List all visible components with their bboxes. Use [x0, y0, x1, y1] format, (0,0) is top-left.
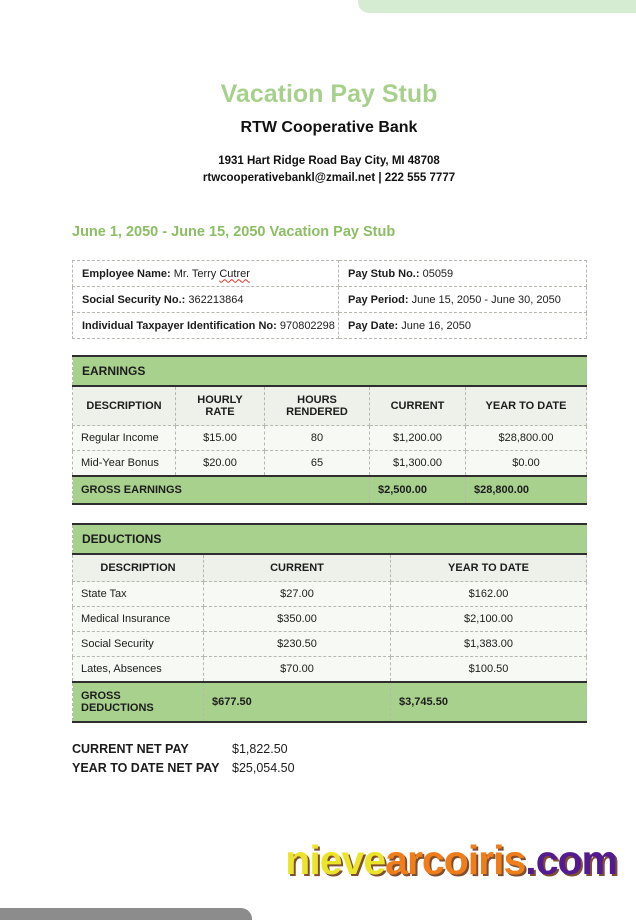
column-header: HOURS RENDERED [265, 386, 370, 426]
deductions-cell: State Tax [73, 582, 204, 607]
watermark-segment: arcoiris [385, 837, 526, 883]
employee-info-table [72, 260, 587, 339]
pay-date-label: Pay Date: [348, 319, 399, 332]
deductions-cell: $162.00 [391, 582, 587, 607]
employee-name-label: Employee Name: [82, 267, 171, 280]
paystub-no-value: 05059 [422, 267, 454, 280]
watermark-segment: .com [525, 837, 617, 883]
gross-deductions-row [73, 682, 587, 722]
period-heading: June 1, 2050 - June 15, 2050 Vacation Pay Stub [72, 224, 396, 240]
deductions-section-band [73, 524, 587, 554]
pay-period-cell [339, 287, 587, 313]
net-pay-summary [72, 740, 586, 778]
paystub-no-cell [339, 261, 587, 287]
deductions-cell: $350.00 [204, 607, 391, 632]
info-row [73, 261, 587, 287]
pay-period-value: June 15, 2050 - June 30, 2050 [411, 293, 561, 306]
ytd-net-pay-value: $25,054.50 [232, 761, 295, 775]
company-address-block [72, 153, 586, 187]
ssn-label: Social Security No.: [82, 293, 186, 306]
gross-earnings-row [73, 476, 587, 504]
deductions-cell: Lates, Absences [73, 657, 204, 683]
column-header: CURRENT [204, 554, 391, 582]
earnings-table [72, 355, 587, 505]
deductions-column-header-row [73, 554, 587, 582]
ytd-net-pay-label: YEAR TO DATE NET PAY [72, 761, 220, 775]
earnings-cell: 65 [265, 451, 370, 477]
ssn-cell [73, 287, 339, 313]
gross-deductions-ytd: $3,745.50 [391, 682, 587, 722]
info-row [73, 287, 587, 313]
pay-date-cell [339, 313, 587, 339]
address-line: 1931 Hart Ridge Road Bay City, MI 48708 [218, 155, 440, 167]
deductions-row [73, 632, 587, 657]
earnings-cell: $1,200.00 [370, 426, 466, 451]
employee-name-cell [73, 261, 339, 287]
deductions-row [73, 582, 587, 607]
deductions-cell: Social Security [73, 632, 204, 657]
watermark-text [0, 837, 617, 884]
earnings-cell: Regular Income [73, 426, 176, 451]
pay-date-value: June 16, 2050 [401, 319, 471, 332]
ytd-net-pay-row [72, 759, 586, 778]
earnings-cell: $1,300.00 [370, 451, 466, 477]
current-net-pay-label: CURRENT NET PAY [72, 742, 189, 756]
earnings-section-title: EARNINGS [73, 356, 587, 386]
earnings-cell: Mid-Year Bonus [73, 451, 176, 477]
deductions-row [73, 657, 587, 683]
bottom-corner-banner [0, 908, 252, 920]
column-header: CURRENT [370, 386, 466, 426]
gross-deductions-label: GROSS DEDUCTIONS [73, 682, 204, 722]
earnings-cell: $20.00 [176, 451, 265, 477]
watermark-segment: nieve [285, 837, 386, 883]
document-content [72, 0, 586, 778]
column-header: DESCRIPTION [73, 554, 204, 582]
deductions-cell: $2,100.00 [391, 607, 587, 632]
itin-label: Individual Taxpayer Identification No: [82, 319, 277, 332]
earnings-cell: $0.00 [466, 451, 587, 477]
gross-earnings-ytd: $28,800.00 [466, 476, 587, 504]
current-net-pay-row [72, 740, 586, 759]
deductions-cell: $27.00 [204, 582, 391, 607]
column-header: DESCRIPTION [73, 386, 176, 426]
deductions-cell: $70.00 [204, 657, 391, 683]
deductions-cell: $230.50 [204, 632, 391, 657]
earnings-cell: $15.00 [176, 426, 265, 451]
info-row [73, 313, 587, 339]
earnings-cell: 80 [265, 426, 370, 451]
deductions-cell: Medical Insurance [73, 607, 204, 632]
current-net-pay-value: $1,822.50 [232, 742, 288, 756]
earnings-row [73, 426, 587, 451]
column-header: HOURLY RATE [176, 386, 265, 426]
gross-deductions-current: $677.50 [204, 682, 391, 722]
earnings-section-band [73, 356, 587, 386]
employee-name-value: Mr. Terry [173, 267, 217, 280]
gross-earnings-current: $2,500.00 [370, 476, 466, 504]
paystub-no-label: Pay Stub No.: [348, 267, 420, 280]
itin-value: 970802298 [279, 319, 335, 332]
itin-cell [73, 313, 339, 339]
contact-line: rtwcooperativebankl@zmail.net | 222 555 7777 [202, 172, 456, 184]
company-name: RTW Cooperative Bank [240, 119, 418, 136]
column-header: YEAR TO DATE [466, 386, 587, 426]
ssn-value: 362213864 [188, 293, 244, 306]
deductions-section-title: DEDUCTIONS [73, 524, 587, 554]
gross-earnings-label: GROSS EARNINGS [73, 476, 370, 504]
pay-period-label: Pay Period: [348, 293, 409, 306]
employee-name-misspelled: Cutrer [219, 267, 250, 280]
page-title: Vacation Pay Stub [220, 80, 438, 108]
deductions-row [73, 607, 587, 632]
earnings-row [73, 451, 587, 477]
deductions-table [72, 523, 587, 723]
deductions-cell: $100.50 [391, 657, 587, 683]
column-header: YEAR TO DATE [391, 554, 587, 582]
earnings-cell: $28,800.00 [466, 426, 587, 451]
earnings-column-header-row [73, 386, 587, 426]
deductions-cell: $1,383.00 [391, 632, 587, 657]
